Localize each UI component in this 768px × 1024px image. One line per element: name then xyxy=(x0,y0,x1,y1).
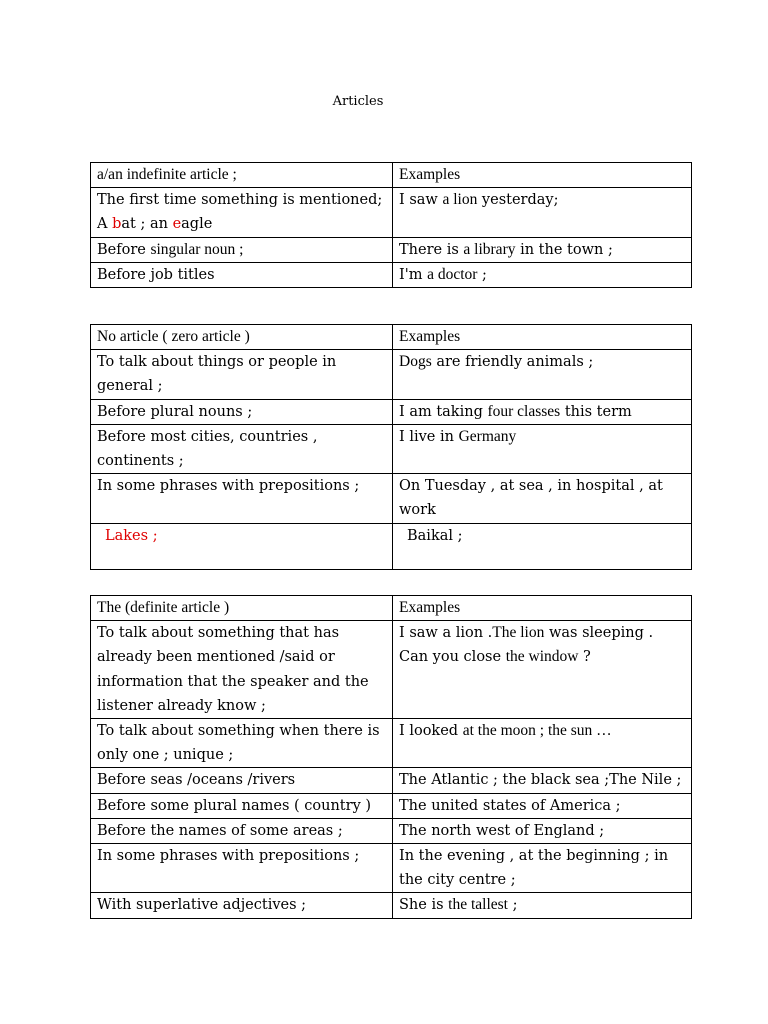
table-row xyxy=(91,844,692,893)
highlighted-letter: b xyxy=(112,216,122,233)
rule-cell: In some phrases with prepositions ; xyxy=(91,844,393,893)
rule-cell: In some phrases with prepositions ; xyxy=(91,474,393,523)
header-cell-examples: Examples xyxy=(393,163,692,188)
example-text: I am taking xyxy=(399,403,488,420)
example-highlight: Germany xyxy=(458,427,517,445)
example-highlight: Dogs xyxy=(399,353,432,371)
rule-cell: Before the names of some areas ; xyxy=(91,818,393,843)
example-text: She is xyxy=(399,897,449,914)
table-row xyxy=(91,893,692,918)
example-text: ; xyxy=(507,897,518,914)
example-cell: The Atlantic ; the black sea ;The Nile ; xyxy=(393,768,692,793)
example-text: Can you close xyxy=(399,649,506,666)
rule-text: Before xyxy=(97,241,151,258)
indefinite-article-table xyxy=(90,162,692,288)
table-row xyxy=(91,768,692,793)
example-cell: On Tuesday , at sea , in hospital , at work xyxy=(393,474,692,523)
example-text: I looked xyxy=(399,723,463,740)
highlighted-letter: e xyxy=(172,216,182,233)
table-row xyxy=(91,818,692,843)
example-text: I saw a lion . xyxy=(399,625,493,642)
rule-cell: To talk about something that has already been mentioned /said or information that the speaker and the listener already know ; xyxy=(91,621,393,719)
example-text: yesterday; xyxy=(477,192,559,209)
example-highlight: a doctor xyxy=(427,265,478,283)
rule-text: at ; an xyxy=(121,216,173,233)
table-header-row xyxy=(91,325,692,350)
rule-cell xyxy=(91,523,393,569)
rule-text: agle xyxy=(181,216,213,233)
example-highlight: the window xyxy=(505,648,579,666)
rule-text: A xyxy=(97,216,113,233)
table-row xyxy=(91,424,692,473)
table-row xyxy=(91,793,692,818)
rule-cell xyxy=(91,237,393,262)
page-title: Articles xyxy=(332,94,384,109)
table-row xyxy=(91,188,692,237)
example-text: I'm xyxy=(399,266,428,283)
table-row xyxy=(91,399,692,424)
table-row xyxy=(91,523,692,569)
header-cell-examples: Examples xyxy=(393,325,692,350)
example-cell xyxy=(393,262,692,287)
header-cell-rule: No article ( zero article ) xyxy=(91,325,393,350)
example-cell xyxy=(393,621,692,719)
zero-article-table xyxy=(90,324,692,570)
example-cell: In the evening , at the beginning ; in the city centre ; xyxy=(393,844,692,893)
table-row xyxy=(91,262,692,287)
example-cell: The north west of England ; xyxy=(393,818,692,843)
rule-red-text: Lakes ; xyxy=(105,527,158,544)
table-row xyxy=(91,474,692,523)
rule-cell: Before most cities, countries , continents ; xyxy=(91,424,393,473)
rule-text: The first time something is mentioned; xyxy=(97,192,383,209)
table-row xyxy=(91,621,692,719)
example-text: ; xyxy=(477,266,487,283)
table-row xyxy=(91,350,692,399)
header-cell-rule: a/an indefinite article ; xyxy=(91,163,393,188)
example-highlight: four classes xyxy=(487,402,561,420)
example-cell xyxy=(393,188,692,237)
rule-cell xyxy=(91,188,393,237)
example-cell: Baikal ; xyxy=(393,523,692,569)
example-text: in the town ; xyxy=(515,241,613,258)
example-text: ? xyxy=(578,649,591,666)
example-text: There is xyxy=(399,241,464,258)
header-cell-examples: Examples xyxy=(393,596,692,621)
example-cell xyxy=(393,424,692,473)
example-cell xyxy=(393,237,692,262)
example-cell xyxy=(393,350,692,399)
example-text: are friendly animals ; xyxy=(431,354,594,371)
example-cell: The united states of America ; xyxy=(393,793,692,818)
rule-cell: With superlative adjectives ; xyxy=(91,893,393,918)
table-header-row xyxy=(91,596,692,621)
example-highlight: the tallest xyxy=(448,896,508,914)
rule-cell: Before some plural names ( country ) xyxy=(91,793,393,818)
example-text: this term xyxy=(560,403,632,420)
rule-cell: Before seas /oceans /rivers xyxy=(91,768,393,793)
rule-cell: To talk about something when there is only one ; unique ; xyxy=(91,719,393,768)
table-header-row xyxy=(91,163,692,188)
example-cell xyxy=(393,719,692,768)
header-cell-rule: The (definite article ) xyxy=(91,596,393,621)
table-row xyxy=(91,237,692,262)
rule-highlight: singular noun ; xyxy=(150,240,244,258)
example-highlight: a lion xyxy=(442,191,478,209)
rule-cell: To talk about things or people in general ; xyxy=(91,350,393,399)
example-text: was sleeping . xyxy=(544,625,654,642)
example-text: I saw xyxy=(399,192,443,209)
rule-cell: Before job titles xyxy=(91,262,393,287)
example-cell xyxy=(393,399,692,424)
example-highlight: a library xyxy=(463,240,516,258)
example-cell xyxy=(393,893,692,918)
example-highlight: at the moon ; the sun … xyxy=(462,722,612,740)
rule-cell: Before plural nouns ; xyxy=(91,399,393,424)
example-text: I live in xyxy=(399,428,459,445)
definite-article-table xyxy=(90,595,692,919)
example-highlight: The lion xyxy=(492,624,545,642)
table-row xyxy=(91,719,692,768)
